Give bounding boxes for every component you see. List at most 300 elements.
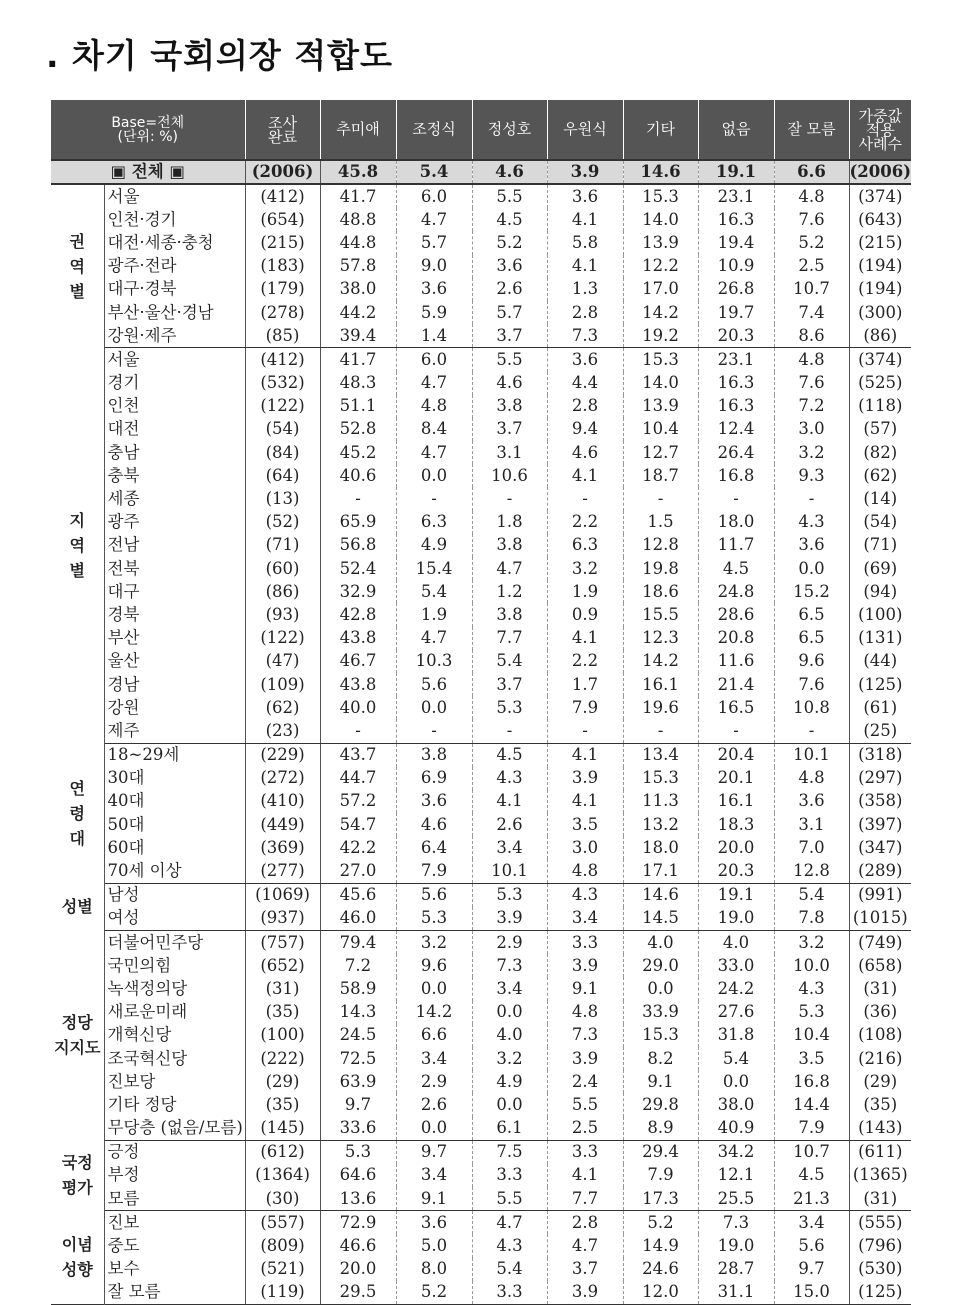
table-cell: 9.0 <box>396 255 472 278</box>
table-cell: 7.3 <box>472 954 547 977</box>
row-label: 50대 <box>104 813 245 836</box>
table-cell: 5.5 <box>472 1187 547 1211</box>
group-label: 권 역 별 <box>51 184 104 348</box>
table-cell: 10.9 <box>698 255 774 278</box>
table-cell: 0.0 <box>396 977 472 1000</box>
row-label: 대구·경북 <box>104 278 245 301</box>
table-cell: (84) <box>245 441 320 464</box>
table-cell: 3.4 <box>396 1164 472 1187</box>
table-cell: 4.8 <box>547 859 623 883</box>
table-cell: 10.4 <box>623 418 698 441</box>
table-cell: (412) <box>245 348 320 372</box>
table-cell: 5.4 <box>774 883 849 907</box>
row-label: 제주 <box>104 719 245 743</box>
table-cell: (14) <box>863 489 898 509</box>
table-cell: 7.6 <box>774 208 849 231</box>
group-label: 지 역 별 <box>51 348 104 743</box>
table-cell: (36) <box>863 1002 898 1022</box>
table-cell: (119) <box>245 1281 320 1305</box>
table-cell: 2.4 <box>547 1070 623 1093</box>
table-cell: 28.7 <box>698 1258 774 1281</box>
table-cell: 4.3 <box>472 1234 547 1257</box>
row-label: 개혁신당 <box>104 1024 245 1047</box>
table-cell: 3.2 <box>774 441 849 464</box>
table-cell: (35) <box>245 1093 320 1116</box>
column-header: 우원식 <box>547 100 623 160</box>
table-cell: 28.6 <box>698 603 774 626</box>
table-row <box>51 627 911 650</box>
table-cell: 9.7 <box>774 1258 849 1281</box>
table-cell: 5.3 <box>396 907 472 931</box>
table-row <box>51 1001 911 1024</box>
table-cell: 3.0 <box>774 418 849 441</box>
table-row <box>51 208 911 231</box>
row-label: 기타 정당 <box>104 1093 245 1116</box>
table-cell: 3.3 <box>547 1140 623 1164</box>
table-row <box>51 348 911 372</box>
table-row <box>51 859 911 883</box>
table-cell: 5.6 <box>396 673 472 696</box>
group-label: 성별 <box>51 883 104 930</box>
table-cell: 5.4 <box>396 580 472 603</box>
table-cell: 79.4 <box>320 931 396 955</box>
table-cell: (525) <box>858 373 903 393</box>
table-cell: 3.9 <box>547 1047 623 1070</box>
table-cell: (612) <box>245 1140 320 1164</box>
table-row <box>51 534 911 557</box>
table-cell: 2.8 <box>547 301 623 324</box>
table-cell: 4.8 <box>547 1001 623 1024</box>
table-cell: 3.6 <box>396 1211 472 1235</box>
table-cell: - <box>698 719 774 743</box>
table-cell: 4.4 <box>547 372 623 395</box>
table-cell: 0.0 <box>623 977 698 1000</box>
table-cell: (108) <box>858 1025 903 1045</box>
table-cell: (374) <box>858 349 903 369</box>
table-cell: 6.9 <box>396 767 472 790</box>
group-label: 연 령 대 <box>51 743 104 883</box>
table-cell: (109) <box>245 673 320 696</box>
table-cell: 9.7 <box>396 1140 472 1164</box>
table-cell: 9.1 <box>623 1070 698 1093</box>
table-cell: 12.8 <box>774 859 849 883</box>
row-label: 강원·제주 <box>104 324 245 348</box>
table-cell: 1.5 <box>623 511 698 534</box>
table-row <box>51 1258 911 1281</box>
table-cell: 44.8 <box>320 231 396 254</box>
table-cell: 0.0 <box>472 1001 547 1024</box>
table-cell: 12.7 <box>623 441 698 464</box>
table-cell: 3.9 <box>547 954 623 977</box>
table-row <box>51 1187 911 1211</box>
table-cell: - <box>547 487 623 510</box>
table-cell: 42.2 <box>320 836 396 859</box>
table-cell: 16.1 <box>623 673 698 696</box>
table-cell: 19.0 <box>698 1234 774 1257</box>
table-cell: - <box>320 487 396 510</box>
table-cell: (278) <box>245 301 320 324</box>
table-row <box>51 418 911 441</box>
table-cell: 24.6 <box>623 1258 698 1281</box>
total-label: ▣ 전체 ▣ <box>51 160 245 184</box>
table-cell: 4.5 <box>698 557 774 580</box>
table-row <box>51 1164 911 1187</box>
table-cell: (532) <box>245 372 320 395</box>
table-cell: 16.3 <box>698 395 774 418</box>
table-cell: - <box>472 719 547 743</box>
table-cell: 9.3 <box>774 464 849 487</box>
table-cell: 5.9 <box>396 301 472 324</box>
table-cell: (13) <box>245 487 320 510</box>
table-cell: 12.0 <box>623 1281 698 1305</box>
table-cell: 2.5 <box>774 255 849 278</box>
table-cell: 14.6 <box>623 160 698 184</box>
table-cell: 65.9 <box>320 511 396 534</box>
table-cell: 5.2 <box>623 1211 698 1235</box>
table-cell: 7.9 <box>547 696 623 719</box>
row-label: 18~29세 <box>104 743 245 767</box>
table-cell: (64) <box>245 464 320 487</box>
table-cell: 4.7 <box>547 1234 623 1257</box>
table-cell: (122) <box>245 395 320 418</box>
table-row <box>51 464 911 487</box>
table-cell: 58.9 <box>320 977 396 1000</box>
table-row <box>51 511 911 534</box>
table-cell: 19.2 <box>623 324 698 348</box>
row-label: 전남 <box>104 534 245 557</box>
table-cell: - <box>472 487 547 510</box>
table-cell: 3.6 <box>774 790 849 813</box>
table-cell: 9.6 <box>396 954 472 977</box>
table-cell: 18.6 <box>623 580 698 603</box>
table-cell: 39.4 <box>320 324 396 348</box>
table-cell: 45.6 <box>320 883 396 907</box>
table-cell: (118) <box>858 396 903 416</box>
column-header: 조사 완료 <box>245 100 320 160</box>
table-cell: 5.4 <box>396 160 472 184</box>
table-cell: 4.9 <box>396 534 472 557</box>
table-row <box>51 441 911 464</box>
table-cell: (25) <box>849 719 911 743</box>
row-label: 경남 <box>104 673 245 696</box>
table-row <box>51 673 911 696</box>
table-cell: 2.6 <box>396 1093 472 1116</box>
table-cell: 42.8 <box>320 603 396 626</box>
table-cell: (93) <box>245 603 320 626</box>
table-cell: 6.5 <box>774 627 849 650</box>
table-cell: 19.1 <box>698 883 774 907</box>
table-cell: 24.8 <box>698 580 774 603</box>
column-header: 기타 <box>623 100 698 160</box>
table-cell: 2.6 <box>472 278 547 301</box>
table-cell: 20.0 <box>320 1258 396 1281</box>
table-cell: 63.9 <box>320 1070 396 1093</box>
table-cell: 4.5 <box>774 1164 849 1187</box>
table-cell: 43.7 <box>320 743 396 767</box>
table-cell: 6.1 <box>472 1117 547 1141</box>
table-row <box>51 907 911 931</box>
row-label: 경기 <box>104 372 245 395</box>
table-cell: 5.3 <box>320 1140 396 1164</box>
table-cell: 3.1 <box>472 441 547 464</box>
row-label: 대전·세종·충청 <box>104 231 245 254</box>
table-cell: 23.1 <box>698 184 774 208</box>
table-cell: 7.7 <box>472 627 547 650</box>
table-cell: 2.8 <box>547 395 623 418</box>
table-cell: (215) <box>858 232 903 252</box>
table-cell: 21.4 <box>698 673 774 696</box>
table-cell: 4.5 <box>472 208 547 231</box>
table-cell: 11.3 <box>623 790 698 813</box>
table-cell: 4.6 <box>472 372 547 395</box>
table-cell: (374) <box>858 186 903 206</box>
table-row <box>51 650 911 673</box>
table-cell: 4.1 <box>547 1164 623 1187</box>
table-cell: 16.8 <box>774 1070 849 1093</box>
table-cell: - <box>623 719 698 743</box>
table-cell: 4.0 <box>623 931 698 955</box>
table-cell: 10.4 <box>774 1024 849 1047</box>
table-cell: 5.4 <box>472 650 547 673</box>
table-cell: 2.9 <box>472 931 547 955</box>
table-cell: (397) <box>858 814 903 834</box>
table-cell: (643) <box>858 209 903 229</box>
table-cell: 1.2 <box>472 580 547 603</box>
table-cell: 7.3 <box>547 324 623 348</box>
table-cell: 4.7 <box>472 1211 547 1235</box>
row-label: 광주 <box>104 511 245 534</box>
table-cell: 6.3 <box>396 511 472 534</box>
column-header: 잘 모름 <box>774 100 849 160</box>
column-header: 가중값 적용 사례수 <box>849 100 911 160</box>
row-label: 인천·경기 <box>104 208 245 231</box>
table-cell: (62) <box>863 465 898 485</box>
table-cell: 4.6 <box>396 813 472 836</box>
table-cell: 6.4 <box>396 836 472 859</box>
table-cell: 6.0 <box>396 348 472 372</box>
table-cell: (557) <box>245 1211 320 1235</box>
table-cell: 9.4 <box>547 418 623 441</box>
table-cell: 4.3 <box>547 883 623 907</box>
table-cell: 3.9 <box>547 160 623 184</box>
table-cell: 12.8 <box>623 534 698 557</box>
table-cell: 4.1 <box>547 743 623 767</box>
table-cell: 54.7 <box>320 813 396 836</box>
table-cell: (47) <box>245 650 320 673</box>
table-cell: 3.3 <box>472 1164 547 1187</box>
total-row <box>51 160 911 184</box>
row-label: 대구 <box>104 580 245 603</box>
table-row <box>51 696 911 719</box>
table-cell: 4.7 <box>396 208 472 231</box>
table-cell: 6.5 <box>774 603 849 626</box>
table-cell: (318) <box>858 745 903 765</box>
table-cell: 20.8 <box>698 627 774 650</box>
table-cell: 3.6 <box>472 255 547 278</box>
row-label: 긍정 <box>104 1140 245 1164</box>
table-cell: 5.4 <box>472 1258 547 1281</box>
table-cell: 4.1 <box>547 790 623 813</box>
table-cell: 3.0 <box>547 836 623 859</box>
table-cell: (31) <box>849 1187 911 1211</box>
column-header: 조정식 <box>396 100 472 160</box>
table-cell: 11.6 <box>698 650 774 673</box>
table-cell: 0.9 <box>547 603 623 626</box>
table-cell: 5.0 <box>396 1234 472 1257</box>
table-cell: 31.1 <box>698 1281 774 1305</box>
table-cell: 3.5 <box>547 813 623 836</box>
table-cell: (796) <box>858 1236 903 1256</box>
row-label: 녹색정의당 <box>104 977 245 1000</box>
table-cell: 4.3 <box>774 511 849 534</box>
table-cell: (23) <box>245 719 320 743</box>
table-cell: 1.8 <box>472 511 547 534</box>
table-cell: 14.5 <box>623 907 698 931</box>
table-cell: (86) <box>245 580 320 603</box>
table-cell: 0.0 <box>396 696 472 719</box>
table-cell: 3.6 <box>547 184 623 208</box>
row-label: 여성 <box>104 907 245 931</box>
table-cell: (194) <box>858 256 903 276</box>
table-cell: 16.8 <box>698 464 774 487</box>
table-cell: 29.5 <box>320 1281 396 1305</box>
row-label: 진보 <box>104 1211 245 1235</box>
table-cell: 4.0 <box>472 1024 547 1047</box>
table-cell: 17.0 <box>623 278 698 301</box>
table-cell: 13.9 <box>623 231 698 254</box>
table-cell: 15.4 <box>396 557 472 580</box>
table-cell: 9.1 <box>547 977 623 1000</box>
table-cell: (52) <box>245 511 320 534</box>
table-cell: (297) <box>858 768 903 788</box>
table-cell: (611) <box>858 1142 903 1162</box>
table-cell: 7.9 <box>396 859 472 883</box>
row-label: 진보당 <box>104 1070 245 1093</box>
table-cell: (30) <box>245 1187 320 1211</box>
table-cell: 25.5 <box>698 1187 774 1211</box>
header-base: Base=전체 (단위: %) <box>51 100 245 160</box>
table-cell: 38.0 <box>320 278 396 301</box>
table-cell: 19.8 <box>623 557 698 580</box>
table-cell: 3.4 <box>547 907 623 931</box>
table-cell: (222) <box>245 1047 320 1070</box>
table-row <box>51 977 911 1000</box>
table-cell: 3.7 <box>472 418 547 441</box>
row-label: 부산·울산·경남 <box>104 301 245 324</box>
table-cell: 24.5 <box>320 1024 396 1047</box>
table-cell: 0.0 <box>698 1070 774 1093</box>
table-cell: 20.4 <box>698 743 774 767</box>
table-cell: 7.6 <box>774 372 849 395</box>
table-row <box>51 278 911 301</box>
table-cell: (410) <box>245 790 320 813</box>
table-cell: 32.9 <box>320 580 396 603</box>
table-cell: 8.2 <box>623 1047 698 1070</box>
table-cell: (71) <box>245 534 320 557</box>
table-cell: (289) <box>849 859 911 883</box>
table-row <box>51 487 911 510</box>
table-cell: 14.6 <box>623 883 698 907</box>
row-label: 광주·전라 <box>104 255 245 278</box>
table-cell: 40.9 <box>698 1117 774 1141</box>
table-cell: (122) <box>245 627 320 650</box>
table-cell: 64.6 <box>320 1164 396 1187</box>
table-cell: (57) <box>863 419 898 439</box>
table-cell: 4.6 <box>472 160 547 184</box>
table-cell: 24.2 <box>698 977 774 1000</box>
table-cell: 16.1 <box>698 790 774 813</box>
table-cell: 56.8 <box>320 534 396 557</box>
table-cell: (29) <box>245 1070 320 1093</box>
row-label: 부정 <box>104 1164 245 1187</box>
table-cell: 44.7 <box>320 767 396 790</box>
table-cell: (94) <box>863 581 898 601</box>
table-cell: (145) <box>245 1117 320 1141</box>
table-cell: 10.3 <box>396 650 472 673</box>
table-cell: 5.2 <box>774 231 849 254</box>
table-cell: 29.8 <box>623 1093 698 1116</box>
table-cell: 4.8 <box>396 395 472 418</box>
table-cell: 1.9 <box>396 603 472 626</box>
table-cell: 7.3 <box>698 1211 774 1235</box>
table-cell: 46.6 <box>320 1234 396 1257</box>
table-cell: 13.9 <box>623 395 698 418</box>
table-row <box>51 603 911 626</box>
table-cell: 15.3 <box>623 1024 698 1047</box>
table-cell: (62) <box>245 696 320 719</box>
table-cell: 4.1 <box>547 627 623 650</box>
table-cell: 4.8 <box>774 767 849 790</box>
group-label: 정당 지지도 <box>51 931 104 1141</box>
row-label: 새로운미래 <box>104 1001 245 1024</box>
table-cell: 7.5 <box>472 1140 547 1164</box>
table-cell: 0.0 <box>774 557 849 580</box>
table-cell: 45.2 <box>320 441 396 464</box>
table-row <box>51 372 911 395</box>
table-cell: 7.9 <box>623 1164 698 1187</box>
table-cell: 7.3 <box>547 1024 623 1047</box>
table-cell: (183) <box>245 255 320 278</box>
row-label: 강원 <box>104 696 245 719</box>
table-cell: 7.2 <box>774 395 849 418</box>
table-body <box>51 160 911 1305</box>
table-cell: 38.0 <box>698 1093 774 1116</box>
table-cell: 26.4 <box>698 441 774 464</box>
table-cell: (143) <box>849 1117 911 1141</box>
table-cell: 10.1 <box>774 743 849 767</box>
table-cell: 3.6 <box>396 790 472 813</box>
table-cell: (1364) <box>245 1164 320 1187</box>
table-cell: 31.8 <box>698 1024 774 1047</box>
table-cell: 52.4 <box>320 557 396 580</box>
table-cell: (2006) <box>245 160 320 184</box>
table-cell: 15.2 <box>774 580 849 603</box>
table-row <box>51 767 911 790</box>
table-cell: 14.3 <box>320 1001 396 1024</box>
table-cell: 5.3 <box>472 696 547 719</box>
table-row <box>51 954 911 977</box>
table-cell: (369) <box>245 836 320 859</box>
table-cell: 4.0 <box>698 931 774 955</box>
table-cell: 4.3 <box>774 977 849 1000</box>
table-cell: 5.5 <box>472 348 547 372</box>
table-cell: 52.8 <box>320 418 396 441</box>
table-cell: 3.2 <box>396 931 472 955</box>
table-cell: (749) <box>858 932 903 952</box>
table-cell: 10.7 <box>774 1140 849 1164</box>
table-cell: 11.7 <box>698 534 774 557</box>
table-cell: (54) <box>245 418 320 441</box>
